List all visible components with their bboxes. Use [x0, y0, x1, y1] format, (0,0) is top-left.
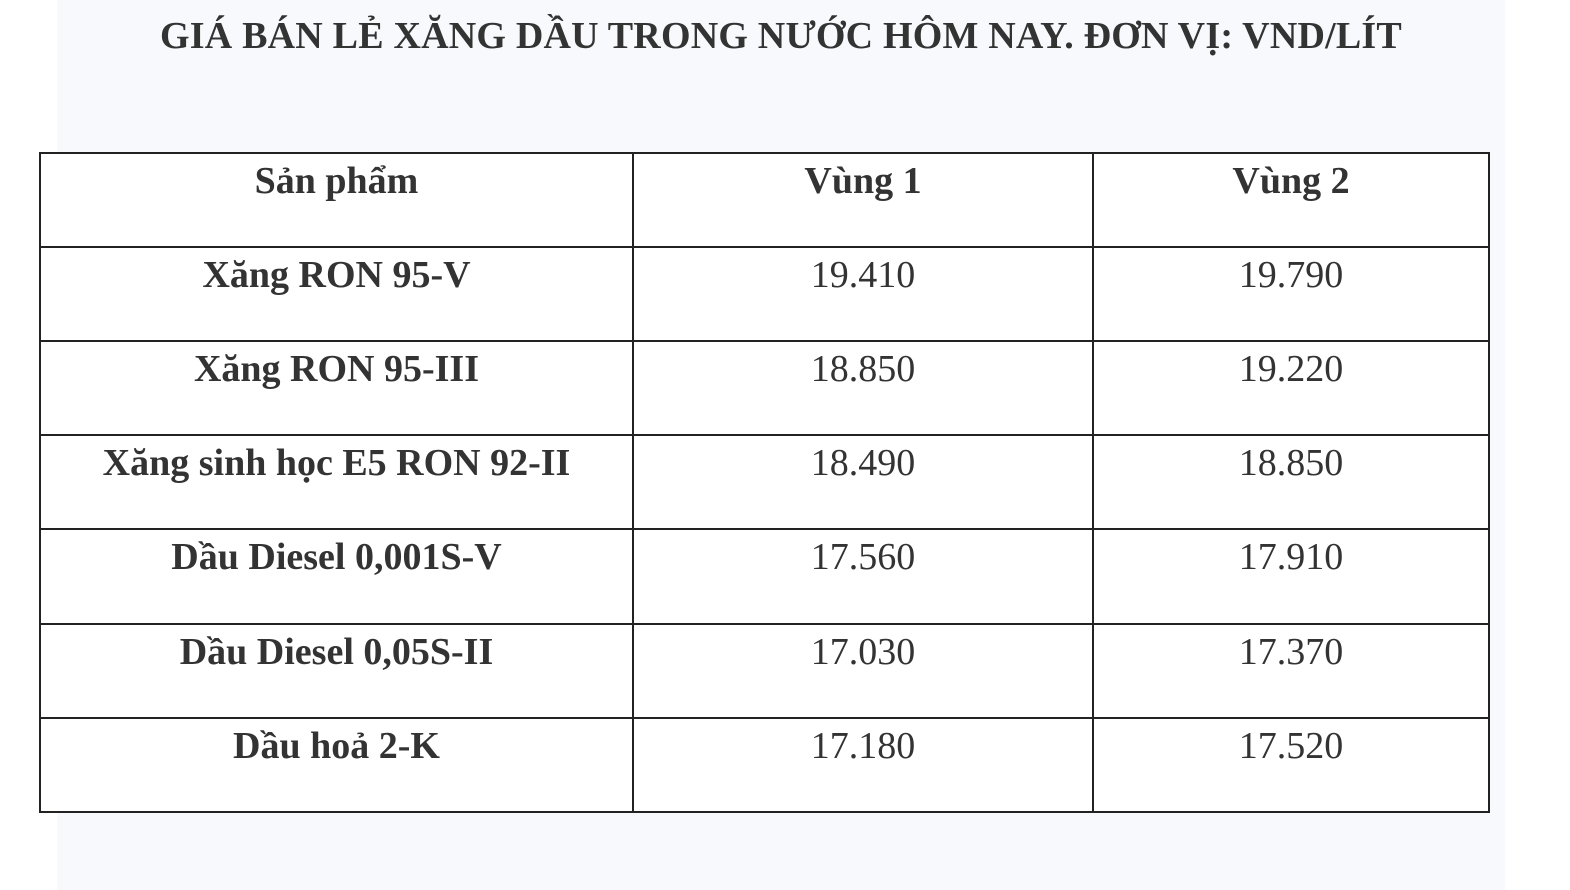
header-product: Sản phẩm	[40, 153, 633, 247]
header-region-1: Vùng 1	[633, 153, 1093, 247]
table-row	[40, 624, 1489, 718]
page-title: GIÁ BÁN LẺ XĂNG DẦU TRONG NƯỚC HÔM NAY. ĐƠN VỊ: VND/LÍT	[160, 15, 1402, 57]
product-name: Xăng sinh học E5 RON 92-II	[40, 435, 633, 529]
header-region-2: Vùng 2	[1093, 153, 1489, 247]
price-region-1: 17.030	[633, 624, 1093, 718]
price-region-1: 19.410	[633, 247, 1093, 341]
price-region-1: 17.180	[633, 718, 1093, 812]
price-region-2: 17.910	[1093, 529, 1489, 623]
price-region-1: 18.850	[633, 341, 1093, 435]
table-row	[40, 341, 1489, 435]
product-name: Xăng RON 95-III	[40, 341, 633, 435]
product-name: Dầu hoả 2-K	[40, 718, 633, 812]
price-region-2: 17.370	[1093, 624, 1489, 718]
price-region-1: 18.490	[633, 435, 1093, 529]
table-row	[40, 529, 1489, 623]
table-row	[40, 718, 1489, 812]
product-name: Dầu Diesel 0,001S-V	[40, 529, 633, 623]
price-region-2: 17.520	[1093, 718, 1489, 812]
table-header-row	[40, 153, 1489, 247]
product-name: Dầu Diesel 0,05S-II	[40, 624, 633, 718]
product-name: Xăng RON 95-V	[40, 247, 633, 341]
table-row	[40, 247, 1489, 341]
price-region-2: 19.790	[1093, 247, 1489, 341]
price-region-2: 18.850	[1093, 435, 1489, 529]
price-region-1: 17.560	[633, 529, 1093, 623]
table-row	[40, 435, 1489, 529]
fuel-price-table	[39, 152, 1490, 813]
price-region-2: 19.220	[1093, 341, 1489, 435]
